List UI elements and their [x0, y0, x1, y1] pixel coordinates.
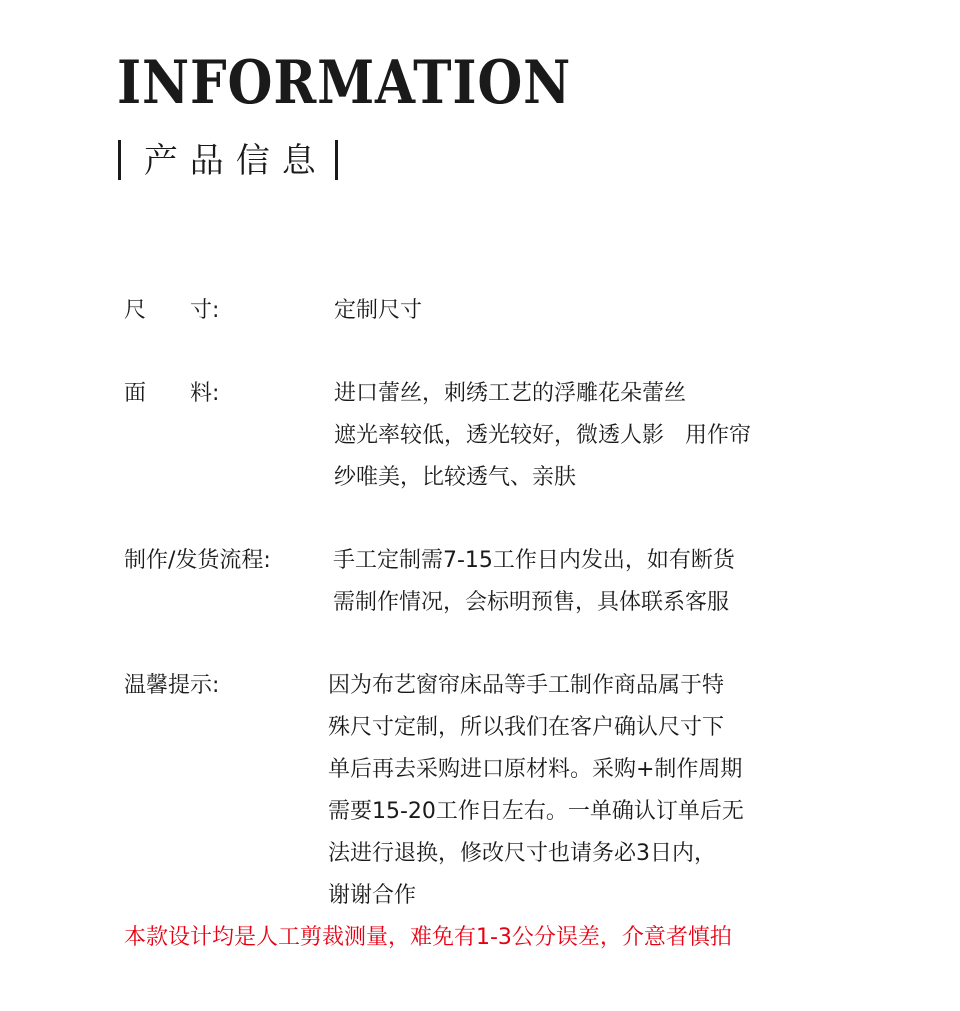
fabric-value-line: 遮光率较低，透光较好，微透人影 用作帘	[334, 423, 751, 448]
tips-value-line: 谢谢合作	[328, 883, 417, 908]
process-label: 制作/发货流程:	[124, 548, 271, 573]
size-value-line: 定制尺寸	[334, 298, 423, 323]
tips-value-line: 法进行退换，修改尺寸也请务必3日内，	[328, 841, 716, 866]
fabric-value-line: 纱唯美，比较透气、亲肤	[334, 465, 577, 490]
size-label: 尺 寸:	[124, 298, 220, 323]
right-divider-bar	[335, 140, 338, 180]
tips-value-line: 单后再去采购进口原材料。采购+制作周期	[328, 757, 743, 782]
info-title: INFORMATION	[117, 48, 572, 118]
fabric-value-line: 进口蕾丝，刺绣工艺的浮雕花朵蕾丝	[334, 381, 687, 406]
product-info-heading	[118, 138, 338, 184]
tips-label: 温馨提示:	[124, 673, 220, 698]
size-value	[334, 290, 422, 332]
process-value	[333, 540, 735, 624]
tips-value	[328, 665, 744, 917]
tips-value-line: 因为布艺窗帘床品等手工制作商品属于特	[328, 673, 725, 698]
tips-value-line: 殊尺寸定制，所以我们在客户确认尺寸下	[328, 715, 725, 740]
disclaimer-notice: 本款设计均是人工剪裁测量，难免有1-3公分误差，介意者慎拍	[124, 925, 732, 950]
fabric-value	[334, 373, 751, 499]
process-value-line: 手工定制需7-15工作日内发出，如有断货	[333, 548, 735, 573]
process-value-line: 需制作情况，会标明预售，具体联系客服	[333, 590, 730, 615]
left-divider-bar	[118, 140, 121, 180]
product-info-heading-text: 产品信息	[143, 141, 328, 181]
tips-value-line: 需要15-20工作日左右。一单确认订单后无	[328, 799, 744, 824]
fabric-label: 面 料:	[124, 381, 220, 406]
